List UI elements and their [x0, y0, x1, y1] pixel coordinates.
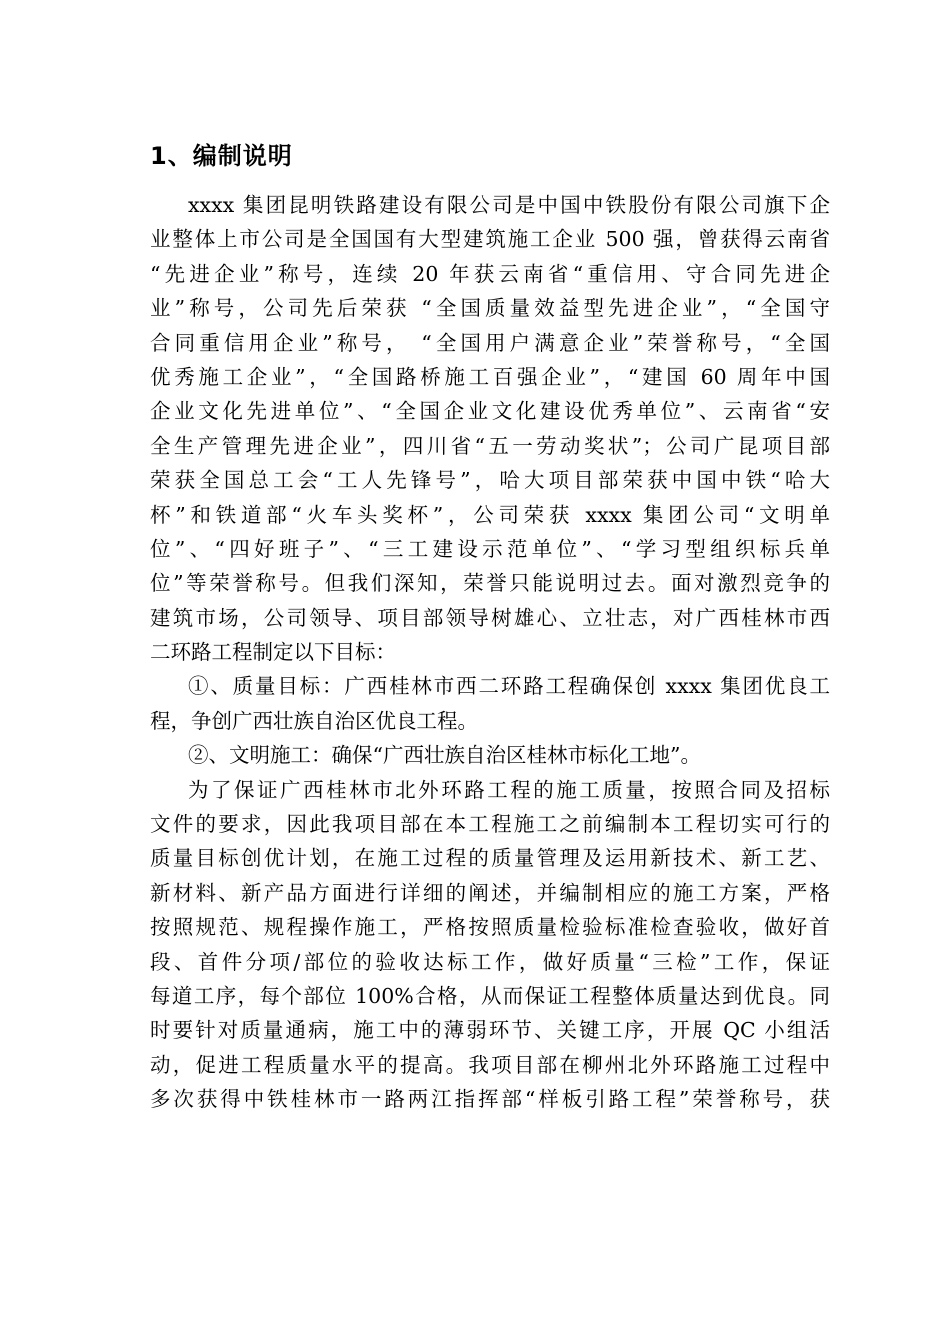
text-line: 企业文化先进单位”、“全国企业文化建设优秀单位”、云南省“安 [150, 399, 830, 424]
text-line: 文件的要求，因此我项目部在本工程施工之前编制本工程切实可行的 [150, 812, 830, 837]
text-line: 动，促进工程质量水平的提高。我项目部在柳州北外环路施工过程中 [150, 1052, 830, 1077]
text-line: 业整体上市公司是全国国有大型建筑施工企业 500 强，曾获得云南省 [150, 227, 830, 252]
text-line: 业”称号，公司先后荣获 “全国质量效益型先进企业”，“全国守 [150, 296, 830, 321]
text-line: xxxx 集团昆明铁路建设有限公司是中国中铁股份有限公司旗下企 [188, 193, 830, 217]
text-line: 杯”和铁道部“火车头奖杯”，公司荣获 xxxx 集团公司“文明单 [150, 502, 830, 527]
text-line: 质量目标创优计划，在施工过程的质量管理及运用新技术、新工艺、 [150, 846, 830, 871]
section-heading: 1、编制说明 [150, 142, 293, 170]
text-line: 为了保证广西桂林市北外环路工程的施工质量，按照合同及招标 [188, 777, 830, 802]
text-line: 二环路工程制定以下目标： [150, 640, 396, 665]
text-line: ①、质量目标：广西桂林市西二环路工程确保创 xxxx 集团优良工 [188, 674, 830, 699]
text-line: 建筑市场，公司领导、项目部领导树雄心、立壮志，对广西桂林市西 [150, 605, 830, 630]
text-line: 新材料、新产品方面进行详细的阐述，并编制相应的施工方案，严格 [150, 880, 830, 905]
body-paragraphs [150, 188, 830, 1117]
text-line: 每道工序，每个部位 100%合格，从而保证工程整体质量达到优良。同 [150, 983, 830, 1008]
text-line: 优秀施工企业”，“全国路桥施工百强企业”，“建国 60 周年中国 [150, 364, 830, 389]
text-line: 全生产管理先进企业”，四川省“五一劳动奖状”；公司广昆项目部 [150, 433, 830, 458]
text-line: 多次获得中铁桂林市一路两江指挥部“样板引路工程”荣誉称号，获 [150, 1087, 830, 1112]
text-line: 位”等荣誉称号。但我们深知，荣誉只能说明过去。面对激烈竞争的 [150, 571, 830, 596]
text-line: ②、文明施工：确保“广西壮族自治区桂林市标化工地”。 [188, 743, 701, 768]
text-line: 合同重信用企业”称号， “全国用户满意企业”荣誉称号，“全国 [150, 330, 830, 355]
text-line: 荣获全国总工会“工人先锋号”，哈大项目部荣获中国中铁“哈大 [150, 468, 830, 493]
text-line: “先进企业”称号，连续 20 年获云南省“重信用、守合同先进企 [150, 261, 830, 286]
text-line: 程，争创广西壮族自治区优良工程。 [150, 708, 478, 733]
text-line: 位”、“四好班子”、“三工建设示范单位”、“学习型组织标兵单 [150, 536, 830, 561]
text-line: 按照规范、规程操作施工，严格按照质量检验标准检查验收，做好首 [150, 915, 830, 940]
text-line: 时要针对质量通病，施工中的薄弱环节、关键工序，开展 QC 小组活 [150, 1018, 830, 1043]
text-line: 段、首件分项/部位的验收达标工作，做好质量“三检”工作，保证 [150, 949, 830, 974]
